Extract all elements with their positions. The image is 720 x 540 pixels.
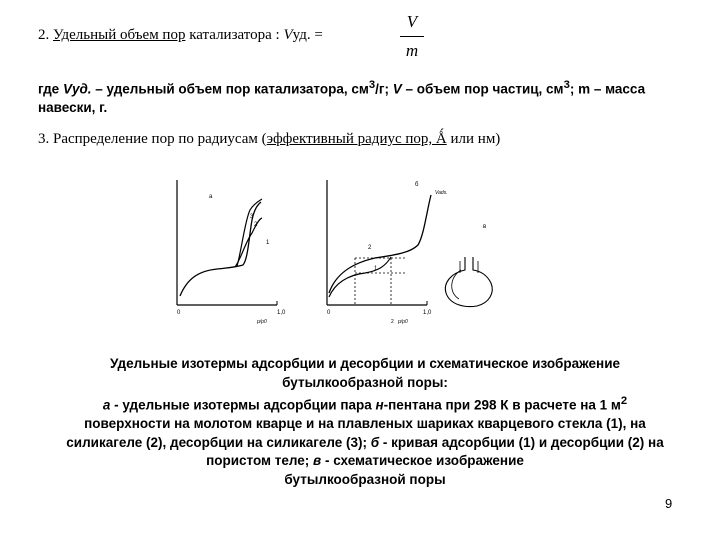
caption-line-6b: - схематическое изображение <box>321 453 524 468</box>
caption-line-7: бутылкообразной поры <box>284 471 446 487</box>
caption-line-3a: - удельные изотермы адсорбции пара <box>110 397 376 413</box>
fraction-bar <box>400 36 424 37</box>
definition-vud: Vуд. <box>62 81 92 97</box>
item-number: 2. <box>38 27 50 43</box>
isotherm-figure <box>165 175 505 335</box>
equals-sign: = <box>310 27 323 43</box>
panel-b-curve-label-1: 1 <box>374 266 378 272</box>
pore-neck <box>460 261 478 273</box>
caption-line-5 <box>40 434 690 453</box>
panel-a-x-end: 1,0 <box>277 310 286 316</box>
fraction <box>400 12 424 61</box>
panel-a <box>177 180 286 325</box>
formula-text: катализатора : <box>185 27 284 43</box>
pore-distribution-heading <box>38 131 500 148</box>
v-symbol: V <box>283 27 293 43</box>
panel-b-label: б <box>415 182 419 188</box>
caption-line-6a: пористом теле; <box>206 453 314 468</box>
panel-c-label: в <box>483 224 487 230</box>
definition-sup-2: 3 <box>563 79 570 91</box>
panel-a-x-label: p/p0 <box>257 319 267 325</box>
caption-line-3 <box>40 392 690 415</box>
curve-b-desorption <box>329 195 431 293</box>
caption-line-3-sup: 2 <box>620 395 628 407</box>
panel-b-y-label: Vads. <box>435 190 448 196</box>
panel-b-x-prefix: 2 <box>391 319 394 325</box>
definition-text-1: – удельный объем пор катализатора, см <box>91 81 369 97</box>
curve-adsorption <box>180 202 261 296</box>
panel-a-curve-label-2: 2 <box>254 222 258 228</box>
panel-a-curve-label-1: 1 <box>266 240 270 246</box>
pore-inner-wall <box>452 270 461 299</box>
v-subscript: уд. <box>292 27 311 43</box>
pore-volume-formula-line <box>38 27 323 44</box>
effective-radius-term: эффективный радиус пор, Ǻ <box>266 131 447 147</box>
caption-line-6 <box>40 452 690 471</box>
panel-b-x-label: p/p0 <box>398 319 408 325</box>
panel-b <box>327 180 448 325</box>
definition-sup-1: 3 <box>368 79 376 91</box>
caption-a-label: а <box>102 397 111 413</box>
section-text-2: или нм) <box>446 131 501 147</box>
definition-text-3: – объем пор частиц, см <box>401 81 564 97</box>
pore-volume-term: Удельный объем пор <box>53 27 186 43</box>
panel-a-label: a <box>209 194 213 200</box>
definition-prefix: где <box>38 81 63 97</box>
caption-line-5a: силикагеле (2), десорбции на силикагеле (3); <box>66 434 371 450</box>
caption-b-label: б <box>370 434 380 450</box>
caption-v-label: в <box>313 453 322 468</box>
panel-a-x-start: 0 <box>177 310 181 316</box>
caption-line-3b: -пентана при 298 К в расчете на 1 м <box>383 397 621 413</box>
page-number: 9 <box>665 496 673 511</box>
fraction-numerator: V <box>406 12 418 31</box>
caption-line-1: Удельные изотермы адсорбции и десорбции и схематическое изображение <box>109 356 621 371</box>
caption-n-label: н <box>375 397 384 413</box>
definition-text-2: /г; <box>375 81 393 97</box>
panel-c-pore <box>445 224 492 307</box>
section-text-1: Распределение пор по радиусам ( <box>49 131 267 147</box>
definition-text-4: ; m – масса навески, г. <box>38 81 646 115</box>
section-number: 3. <box>38 131 50 147</box>
panel-a-curve-label-3: 3 <box>250 214 254 220</box>
definition-v: V <box>392 81 402 97</box>
panel-b-x-end: 1,0 <box>423 310 432 316</box>
panel-b-curve-label-2: 2 <box>368 245 372 251</box>
caption-line-4: поверхности на молотом кварце и на плавленых шариках кварцевого стекла (1), на <box>84 416 646 431</box>
fraction-denominator: m <box>405 41 419 60</box>
caption-line-5b: - кривая адсорбции (1) и десорбции (2) на <box>379 434 664 450</box>
definition-text <box>38 76 688 117</box>
caption-line-2: бутылкообразной поры: <box>282 374 448 390</box>
figure-caption <box>40 355 690 489</box>
panel-b-x-start: 0 <box>327 310 331 316</box>
